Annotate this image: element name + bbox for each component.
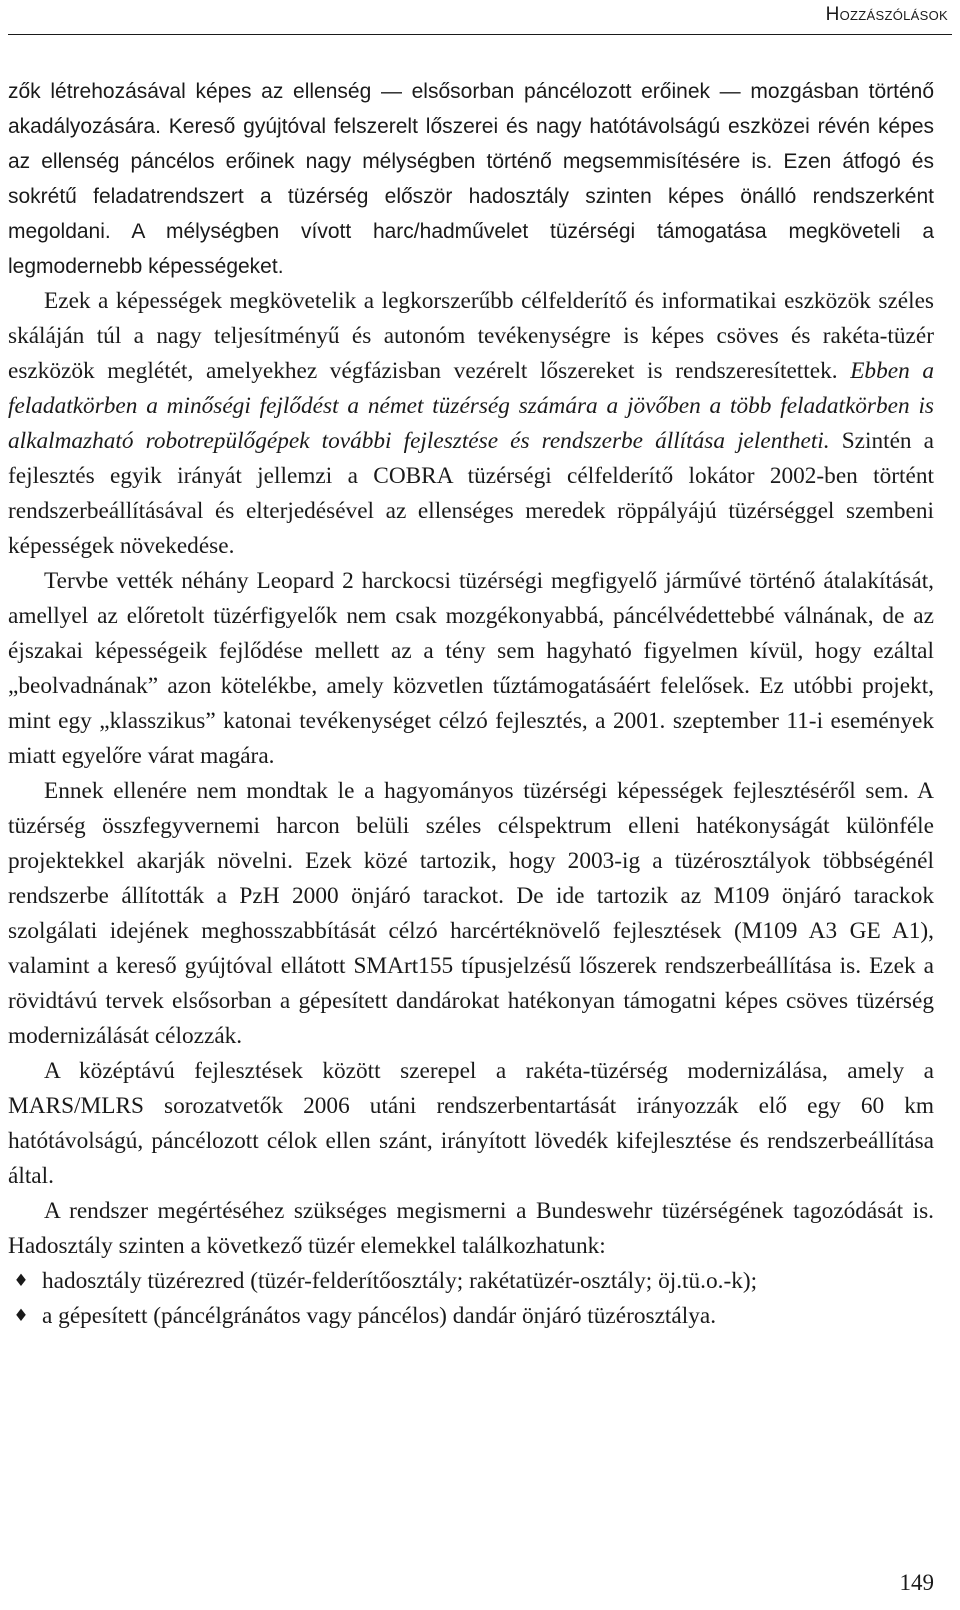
diamond-bullet-icon: ♦ [13,1306,29,1326]
diamond-bullet-icon: ♦ [13,1271,29,1291]
paragraph-2-italic-text: Ebben a feladatkörben a minőségi fejlődést a német tüzérség számára a jövőben a több feladatkörben is alkalmazható robotrepülőgépek további fejlesztése és rendszerbe állítása jelentheti. [8,358,934,454]
paragraph-1 [8,74,934,284]
list-item-text: hadosztály tüzérezred (tüzér-felderítőosztály; rakétatüzér-osztály; öj.tü.o.-k); [42,1268,758,1294]
paragraph-2-text-continued: Szintén a fejlesztés egyik irányát jellemzi a COBRA tüzérségi célfelderítő lokátor 2002-ben történt rendszerbeállításával és elterjedésével az ellenséges meredek röppályájú tüzérséggel szembeni képességek növekedése. [8,428,934,559]
running-header [8,0,952,35]
paragraph-6: A rendszer megértéséhez szükséges megismerni a Bundeswehr tüzérségének tagozódását is. Hadosztály szinten a következő tüzér elemekkel találkozhatunk: [8,1198,934,1259]
bullet-list [8,1264,934,1334]
document-body [8,74,934,1334]
paragraph-1-text: zők létrehozásával képes az ellenség — elsősorban páncélozott erőinek — mozgásban történő akadályozására. Kereső gyújtóval felszerelt lőszerei és nagy hatótávolságú eszközei révén képes az ellenség páncélos erőinek nagy mélységben történő megsemmisítésére is. Ezen átfogó és sokrétű feladatrendszert a tüzérség először hadosztály szinten képes önálló rendszerként megoldani. A mélységben vívott harc/hadművelet tüzérségi támogatása megköveteli a legmodernebb képességeket. [8,80,934,278]
paragraph-4: Ennek ellenére nem mondtak le a hagyományos tüzérségi képességek fejlesztéséről sem. A tüzérség összfegyvernemi harcon belüli széles célspektrum elleni hatékonyságát különféle projektekkel akarják növelni. Ezek közé tartozik, hogy 2003-ig a tüzérosztályok többségénél rendszerbe állították a PzH 2000 önjáró tarackot. De ide tartozik az M109 önjáró tarackok szolgálati idejének meghosszabbítását célzó harcértéknövelő fejlesztések (M109 A3 GE A1), valamint a kereső gyújtóval ellátott SMArt155 típusjelzésű lőszerek rendszerbeállítása is. Ezek a rövidtávú tervek elsősorban a gépesített dandárokat hatékonyan támogatni képes csöves tüzérség modernizálását célozzák. [8,778,934,1049]
paragraph-5: A középtávú fejlesztések között szerepel a rakéta-tüzérség modernizálása, amely a MARS/MLRS sorozatvetők 2006 utáni rendszerbentartását irányozzák elő egy 60 km hatótávolságú, páncélozott célok ellen szánt, irányított lövedék kifejlesztése és rendszerbeállítása által. [8,1058,934,1189]
list-item [8,1299,934,1334]
page-number: 149 [899,1570,934,1595]
paragraph-2-text: Ezek a képességek megkövetelik a legkorszerűbb célfelderítő és informatikai eszközök széles skáláján túl a nagy teljesítményű és autonóm tevékenységre is képes csöves és rakéta-tüzér eszközök meglétét, amelyekhez végfázisban vezérelt lőszereket is rendszeresítettek. [8,288,934,384]
header-title: Hozzászólások [825,4,948,25]
list-item [8,1264,934,1299]
paragraph-2 [8,284,934,564]
list-item-text: a gépesített (páncélgránátos vagy páncélos) dandár önjáró tüzérosztálya. [42,1303,717,1329]
paragraph-3: Tervbe vették néhány Leopard 2 harckocsi tüzérségi megfigyelő járművé történő átalakítását, amellyel az előretolt tüzérfigyelők nem csak mozgékonyabbá, páncélvédettebbé válnának, de az éjszakai képességeik fejlődése mellett az a tény sem hagyható figyelmen kívül, hogy ezáltal „beolvadnának” azon kötelékbe, amely közvetlen tűztámogatásáért felelősek. Ez utóbbi projekt, mint egy „klasszikus” katonai tevékenységet célzó fejlesztés, a 2001. szeptember 11-i események miatt egyelőre várat magára. [8,568,934,769]
